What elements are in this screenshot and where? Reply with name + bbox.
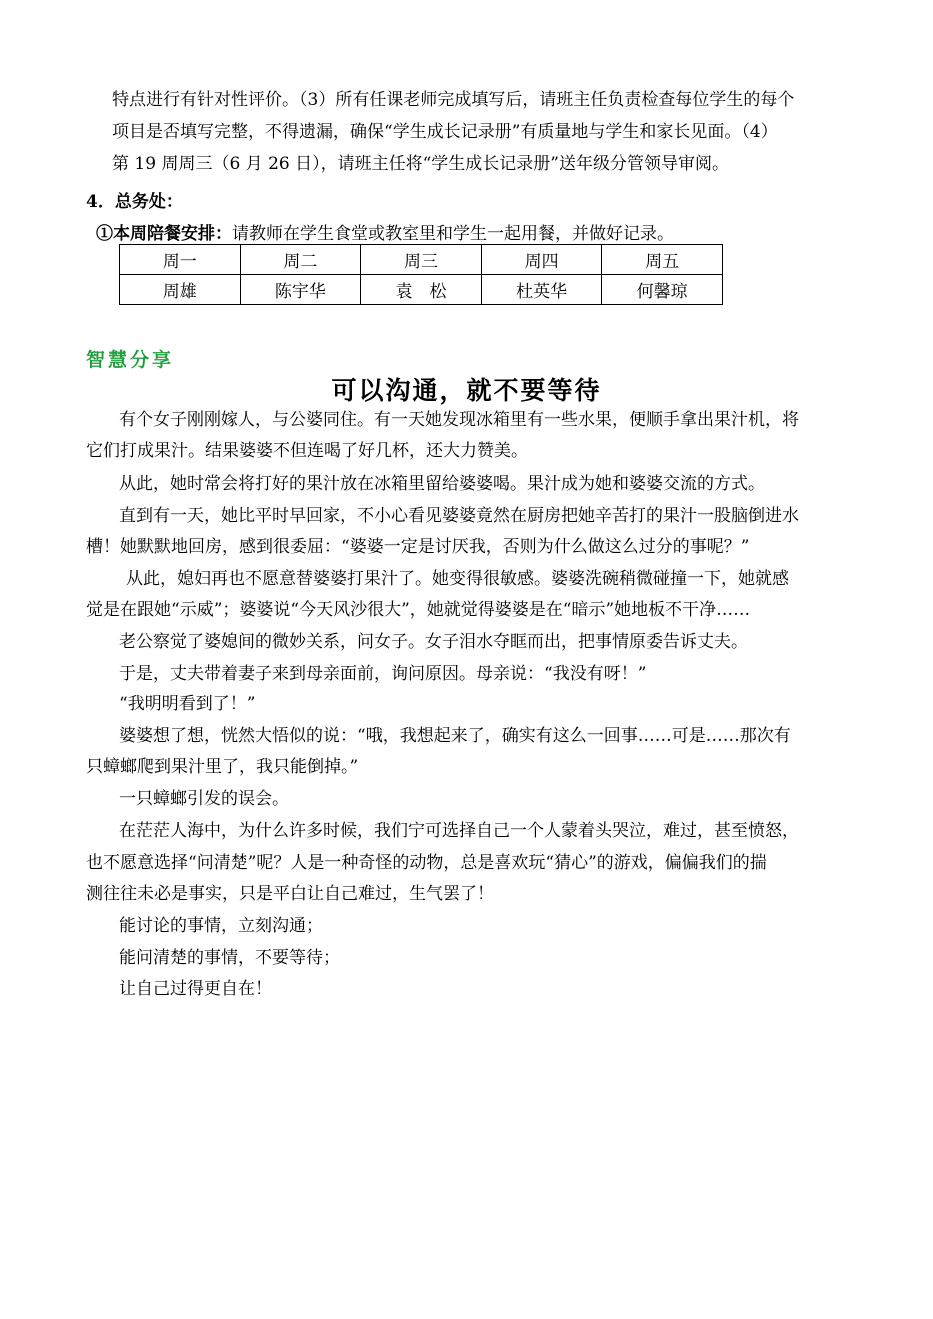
table-header-cell: 周一 (120, 245, 241, 275)
article-line: 于是，丈夫带着妻子来到母亲面前，询问原因。母亲说：“我没有呀！” (119, 664, 647, 684)
paragraph-line: 项目是否填写完整，不得遗漏，确保“学生成长记录册”有质量地与学生和家长见面。（4） (112, 122, 778, 142)
article-line: 一只蟑螂引发的误会。 (119, 789, 289, 809)
table-cell: 周雄 (120, 275, 241, 305)
section-heading-general-affairs: 4．总务处： (86, 192, 183, 212)
article-line: 能问清楚的事情，不要等待； (119, 948, 340, 968)
table-header-cell: 周二 (240, 245, 361, 275)
article-title: 可以沟通，就不要等待 (331, 376, 602, 405)
article-line: 能讨论的事情，立刻沟通； (119, 916, 323, 936)
article-line: 有个女子刚刚嫁人，与公婆同住。有一天她发现冰箱里有一些水果，便顺手拿出果汁机，将 (119, 410, 799, 430)
meal-arrangement-label: ①本周陪餐安排： (96, 224, 232, 244)
article-line: 婆婆想了想，恍然大悟似的说：“哦，我想起来了，确实有这么一回事……可是……那次有 (119, 726, 791, 746)
article-line: 只蟑螂爬到果汁里了，我只能倒掉。” (86, 757, 359, 777)
article-line: 它们打成果汁。结果婆婆不但连喝了好几杯，还大力赞美。 (86, 441, 528, 461)
table-cell: 陈宇华 (240, 275, 361, 305)
article-line: 直到有一天，她比平时早回家，不小心看见婆婆竟然在厨房把她辛苦打的果汁一股脑倒进水 (119, 506, 799, 526)
article-line: 从此，她时常会将打好的果汁放在冰箱里留给婆婆喝。果汁成为她和婆婆交流的方式。 (119, 474, 765, 494)
meal-arrangement-text: 请教师在学生食堂或教室里和学生一起用餐，并做好记录。 (232, 224, 674, 244)
article-line: 也不愿意选择“问清楚”呢？人是一种奇怪的动物，总是喜欢玩“猜心”的游戏，偏偏我们的揣 (86, 853, 767, 873)
article-line: 觉是在跟她“示威”；婆婆说“今天风沙很大”，她就觉得婆婆是在“暗示”她地板不干净…… (86, 600, 751, 620)
article-line: 在茫茫人海中，为什么许多时候，我们宁可选择自己一个人蒙着头哭泣，难过，甚至愤怒， (119, 821, 799, 841)
table-cell: 何馨琼 (602, 275, 723, 305)
article-line: 测往往未必是事实，只是平白让自己难过，生气罢了！ (86, 884, 494, 904)
table-header-cell: 周三 (361, 245, 482, 275)
article-line: 槽！她默默地回房，感到很委屈：“婆婆一定是讨厌我，否则为什么做这么过分的事呢？” (86, 537, 750, 557)
article-line: 从此，媳妇再也不愿意替婆婆打果汁了。她变得很敏感。婆婆洗碗稍微碰撞一下，她就感 (126, 569, 789, 589)
paragraph-line: 第 19 周周三（6 月 26 日），请班主任将“学生成长记录册”送年级分管领导审阅。 (112, 154, 729, 174)
table-header-cell: 周四 (481, 245, 602, 275)
wisdom-sharing-label: 智慧分享 (86, 349, 175, 371)
table-row (120, 275, 723, 305)
meal-schedule-table (119, 244, 723, 305)
article-line: 老公察觉了婆媳间的微妙关系，问女子。女子泪水夺眶而出，把事情原委告诉丈夫。 (119, 632, 748, 652)
table-header-cell: 周五 (602, 245, 723, 275)
table-row (120, 245, 723, 275)
meal-arrangement-line (96, 219, 674, 244)
article-line: “我明明看到了！” (119, 694, 256, 714)
paragraph-line: 特点进行有针对性评价。（3）所有任课老师完成填写后，请班主任负责检查每位学生的每个 (112, 90, 795, 110)
table-cell: 杜英华 (481, 275, 602, 305)
article-line: 让自己过得更自在！ (119, 979, 272, 999)
table-cell: 袁 松 (361, 275, 482, 305)
